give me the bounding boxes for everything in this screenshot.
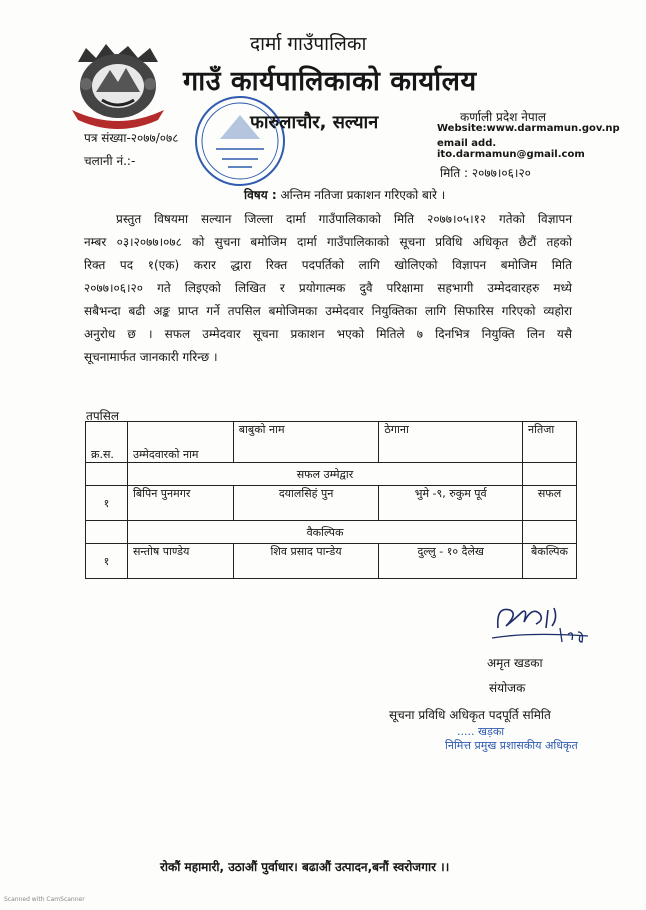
body-line: सबैभन्दा बढी अङ्क प्राप्त गर्ने तपसिल बमोजिमका उम्मेदवार नियुक्तिका लागि सिफारिस गरिएको व्यहोरा [84,304,572,318]
letter-date: मिति : २०७७।०६।२० [440,166,531,180]
body-line: २०७७।०६।२० गते लिइएको लिखित र प्रयोगात्मक दुवै परिक्षामा सहभागी उम्मेदवारहरु मध्ये [84,281,572,295]
province-name: कर्णाली प्रदेश नेपाल [460,110,546,124]
cell-result: बैकल्पिक [523,544,577,579]
header-candidate: उम्मेदवारको नाम [127,422,233,463]
cell-father: शिव प्रसाद पान्डेय [233,544,379,579]
body-line: नम्बर ०३।२०७७।०७८ को सुचना बमोजिम दार्मा गाउँपालिकाको सूचना प्रविधि अधिकृत छैटौं तहको [84,235,572,249]
section-row [86,521,577,544]
stamp-signature: ..... खड़का [457,725,505,738]
cell-father: दयालसिहं पुन [233,486,379,521]
subject-text: अन्तिम नतिजा प्रकाशन गरिएको बारे । [280,188,446,202]
details-heading: तपसिल [86,409,120,423]
cell-serial: १ [86,486,128,521]
municipality-name: दार्मा गाउँपालिका [250,33,367,55]
table-row [86,486,577,521]
nepal-emblem-icon [66,40,170,132]
cell-result: सफल [523,486,577,521]
handwritten-signature [488,598,598,646]
header-result: नतिजा [523,422,577,463]
cell-candidate: बिपिन पुनमगर [127,486,233,521]
signer-name: अमृत खडका [487,656,543,670]
body-line: अनुरोध छ । सफल उम्मेदवार सूचना प्रकाशन भएको मितिले ७ दिनभित्र नियुक्ति लिन यसै [84,327,572,341]
office-location: फारुलाचौर, सल्यान [250,112,379,133]
header-father: बाबुको नाम [233,422,379,463]
section-title: सफल उम्मेद्वार [127,463,522,486]
dispatch-number: चलानी नं.:- [84,154,136,168]
reference-number: पत्र संख्या-२०७७/०७८ [84,131,179,145]
section-title: वैकल्पिक [127,521,522,544]
table-header-row [86,422,577,463]
website-link[interactable]: Website:www.darmamun.gov.np [437,123,620,134]
office-title: गाउँ कार्यपालिकाको कार्यालय [183,66,477,97]
body-line: रिक्त पद १(एक) करार द्धारा रिक्त पदपर्तिको लागि खोलिएको विज्ञापन बमोजिम मिति [84,258,572,272]
section-row [86,463,577,486]
footer-slogan: रोकौं महामारी, उठाऔं पुर्वाधार। बढाऔं उत्पादन,बनौं स्वरोजगार ।। [160,860,450,874]
official-stamp: निमित्त प्रमुख प्रशासकीय अधिकृत [445,739,578,752]
email-link[interactable]: email add. ito.darmamun@gmail.com [437,138,585,160]
subject-line [244,186,445,203]
body-line: प्रस्तुत विषयमा सल्यान जिल्ला दार्मा गाउँपालिकाको मिति २०७७।०५।१२ गतेको विज्ञापन [116,212,572,226]
header-address: ठेगाना [379,422,523,463]
results-table [85,421,577,579]
committee-name: सूचना प्रविधि अधिकृत पदपूर्ति समिति [389,708,551,722]
cell-address: दुल्लु - १० दैलेख [379,544,523,579]
header-serial: क्र.स. [86,422,128,463]
table-row [86,544,577,579]
body-paragraph [84,208,572,369]
cell-candidate: सन्तोष पाण्डेय [127,544,233,579]
cell-address: भुमे -९, रुकुम पूर्व [379,486,523,521]
subject-label: विषय : [244,188,277,202]
office-seal-stamp [192,93,288,189]
body-line: सूचनामार्फत जानकारी गरिन्छ । [84,350,218,364]
signer-role: संयोजक [489,681,526,695]
cell-serial: १ [86,544,128,579]
scanner-watermark: Scanned with CamScanner [4,896,85,903]
